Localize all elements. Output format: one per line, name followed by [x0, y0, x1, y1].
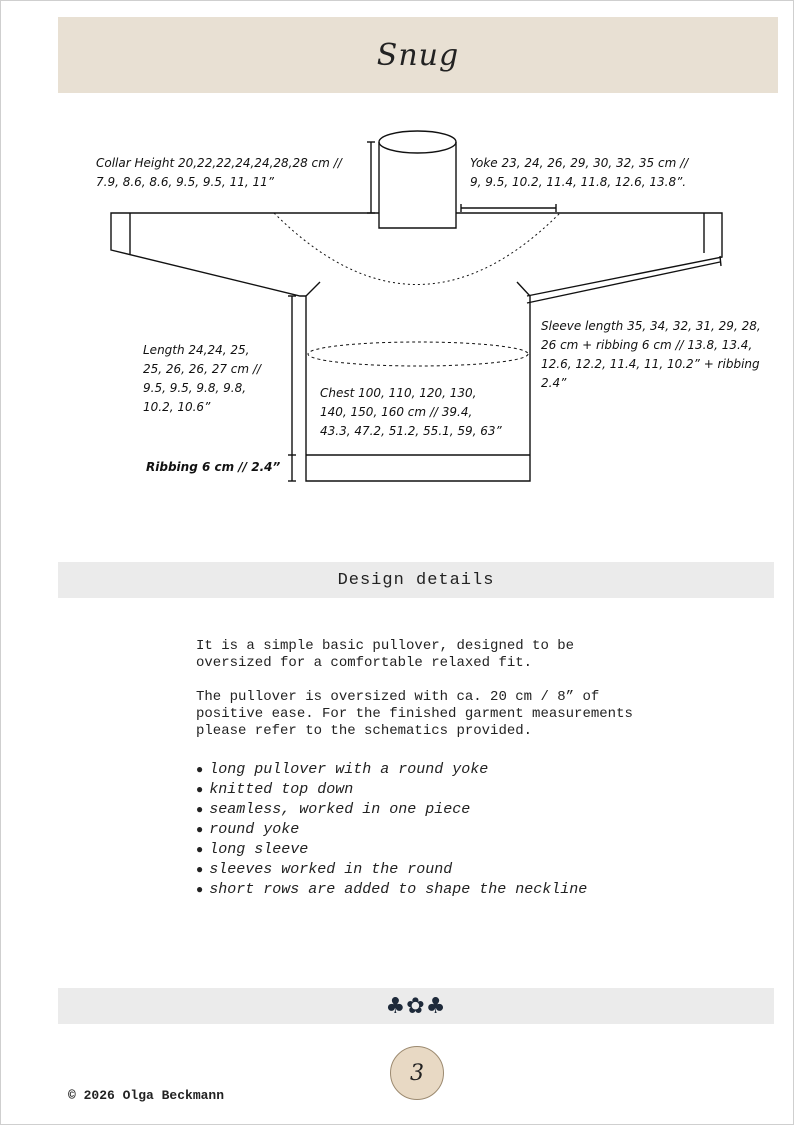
- feature-list: [196, 760, 640, 900]
- chest-label: Chest 100, 110, 120, 130, 140, 150, 160 cm // 39.4, 43.3, 47.2, 51.2, 55.1, 59, 63”: [320, 386, 502, 438]
- bullet-icon: ●: [196, 763, 204, 777]
- bullet-icon: ●: [196, 883, 204, 897]
- paragraph: It is a simple basic pullover, designed to be oversized for a comfortable relaxed fit.: [196, 638, 575, 671]
- sleeve-dim: [527, 262, 720, 303]
- body-outline: [306, 282, 530, 481]
- chest-ellipse: [308, 342, 528, 366]
- list-item: ● long sleeve: [196, 841, 309, 858]
- list-item: ● seamless, worked in one piece: [196, 801, 471, 818]
- sleeve-right: [456, 213, 722, 296]
- list-item: ● sleeves worked in the round: [196, 861, 453, 878]
- list-item: ● short rows are added to shape the neckline: [196, 881, 588, 898]
- design-details-heading: Design details: [337, 570, 495, 590]
- yoke-arc: [274, 213, 560, 285]
- bullet-icon: ●: [196, 783, 204, 797]
- collar-outline: [379, 142, 456, 228]
- clover-ornament-icon: ♣✿♣: [385, 993, 447, 1019]
- bullet-icon: ●: [196, 803, 204, 817]
- bullet-icon: ●: [196, 863, 204, 877]
- page-title: Snug: [376, 37, 460, 73]
- paragraph: The pullover is oversized with ca. 20 cm / 8” of positive ease. For the finished garment measurements please refer to the schematics provided.: [196, 689, 633, 739]
- list-item: ● knitted top down: [196, 781, 354, 798]
- collar-height-label: Collar Height 20,22,22,24,24,28,28 cm // 7.9, 8.6, 8.6, 9.5, 9.5, 11, 11”: [96, 156, 342, 189]
- bullet-icon: ●: [196, 843, 204, 857]
- design-details-band: [58, 562, 774, 598]
- list-item: ● long pullover with a round yoke: [196, 761, 489, 778]
- sleeve-length-label: Sleeve length 35, 34, 32, 31, 29, 28, 26 cm + ribbing 6 cm // 13.8, 13.4, 12.6, 12.2, 11.4, 11, 10.2” + ribbing 2.4”: [541, 319, 761, 390]
- list-item: ● round yoke: [196, 821, 300, 838]
- length-label: Length 24,24, 25, 25, 26, 26, 27 cm // 9.5, 9.5, 9.8, 9.8, 10.2, 10.6”: [143, 343, 261, 414]
- bullet-icon: ●: [196, 823, 204, 837]
- title-band: [58, 17, 778, 93]
- page-number-badge: 3: [390, 1046, 444, 1100]
- design-details-text: [196, 638, 640, 900]
- collar-top: [379, 131, 456, 153]
- yoke-label: Yoke 23, 24, 26, 29, 30, 32, 35 cm // 9, 9.5, 10.2, 11.4, 11.8, 12.6, 13.8”.: [470, 156, 689, 189]
- copyright-text: © 2026 Olga Beckmann: [68, 1088, 225, 1103]
- ornament-band: [58, 988, 774, 1024]
- sleeve-left: [111, 213, 379, 296]
- ribbing-label: Ribbing 6 cm // 2.4”: [146, 460, 281, 474]
